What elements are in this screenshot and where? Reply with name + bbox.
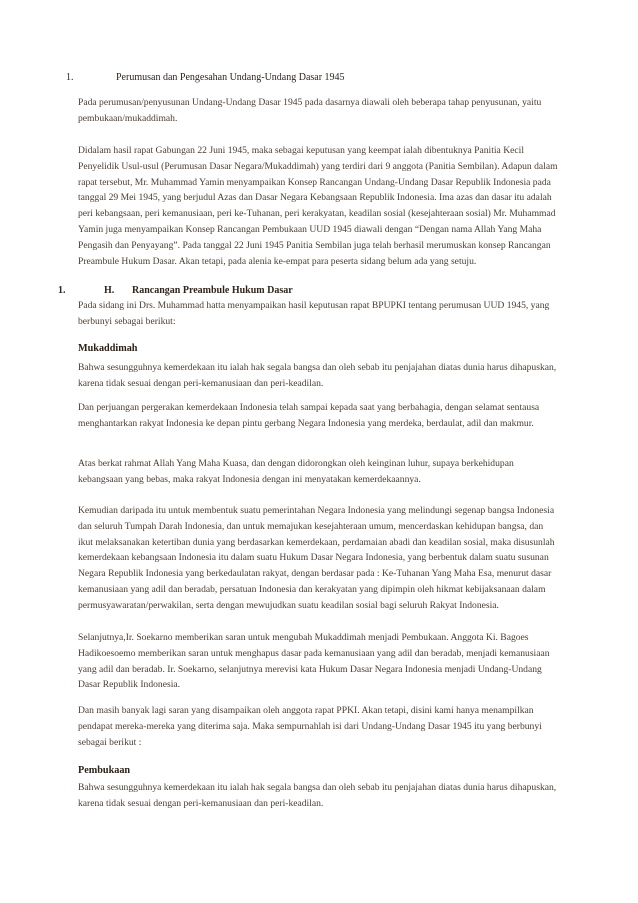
mukaddimah-paragraph-1: Bahwa sesungguhnya kemerdekaan itu ialah hak segala bangsa dan oleh sebab itu penjajahan diatas dunia harus dihapuskan, karena tidak sesuai dengan peri-kemanusiaan dan peri-keadilan.: [78, 362, 557, 389]
section-2-letter: H.: [104, 285, 115, 296]
mukaddimah-heading: Mukaddimah: [78, 343, 138, 354]
pembukaan-heading: Pembukaan: [78, 765, 131, 776]
mukaddimah-paragraph-3: Atas berkat rahmat Allah Yang Maha Kuasa, dan dengan didorongkan oleh keinginan luhur, supaya berkehidupan kebangsaan yang bebas, maka rakyat Indonesia dengan ini menyatakan kemerdekaannya.: [78, 458, 514, 485]
pembukaan-paragraph-1: Bahwa sesungguhnya kemerdekaan itu ialah hak segala bangsa dan oleh sebab itu penjajahan diatas dunia harus dihapuskan, karena tidak sesuai dengan peri-kemanusiaan dan peri-keadilan.: [78, 782, 557, 809]
section-1-paragraph-2: Didalam hasil rapat Gabungan 22 Juni 1945, maka sebagai keputusan yang keempat ialah dibentuknya Panitia Kecil Penyelidik Usul-usul (Perumusan Dasar Negara/Mukaddimah) yang terdiri dari 9 anggota (Panitia Sembilan). Adapun dalam rapat tersebut, Mr. Muhammad Yamin menyampaikan Konsep Rancangan Undang-Undang Dasar Republik Indonesia pada tanggal 29 Mei 1945, yang berjudul Azas dan Dasar Negara Kebangsaan Republik Indonesia. Ima azas dan dasar itu adalah peri kebangsaan, peri kemanusiaan, peri ke-Tuhanan, peri kerakyatan, keadilan sosial (kesejahteraan sosial) Mr. Muhammad Yamin juga menyampaikan Konsep Rancangan Pembukaan UUD 1945 diawali dengan “Dengan nama Allah Yang Maha Pengasih dan Penyayang”. Pada tanggal 22 Juni 1945 Panitia Sembilan juga telah berhasil merumuskan konsep Rancangan Preambule Hukum Dasar. Akan tetapi, pada alenia ke-empat para peserta sidang belum ada yang setuju.: [78, 145, 558, 267]
section-1-paragraph-1: Pada perumusan/penyusunan Undang-Undang Dasar 1945 pada dasarnya diawali oleh beberapa tahap penyusunan, yaitu pembukaan/mukaddimah.: [78, 97, 542, 124]
mukaddimah-paragraph-2: Dan perjuangan pergerakan kemerdekaan Indonesia telah sampai kepada saat yang berbahagia, dengan selamat sentausa menghantarkan rakyat Indonesia ke depan pintu gerbang Negara Indonesia yang merdeka, berdaulat, adil dan makmur.: [78, 402, 540, 429]
section-2-number: 1.: [58, 285, 66, 296]
section-2-heading: [58, 285, 478, 299]
section-1-title: Perumusan dan Pengesahan Undang-Undang Dasar 1945: [116, 72, 345, 83]
section-2-paragraph-2: Selanjutnya,Ir. Soekarno memberikan saran untuk mengubah Mukaddimah menjadi Pembukaan. Anggota Ki. Bagoes Hadikoesoemo memberikan saran untuk menghapus dasar pada kemanusiaan yang adil dan beradab, menjadi kemanusiaan yang adil dan beradab. Ir. Soekarno, selanjutnya merevisi kata Hukum Dasar Negara Indonesia menjadi Undang-Undang Dasar Republik Indonesia.: [78, 632, 550, 691]
section-1-number: 1.: [66, 72, 74, 83]
section-2-paragraph-3: Dan masih banyak lagi saran yang disampaikan oleh anggota rapat PPKI. Akan tetapi, disini kami hanya menampilkan pendapat mereka-mereka yang diterima saja. Maka sempurnahlah isi dari Undang-Undang Dasar 1945 itu yang berbunyi sebagai berikut :: [78, 705, 542, 748]
section-2-title: Rancangan Preambule Hukum Dasar: [132, 285, 293, 296]
mukaddimah-paragraph-4: Kemudian daripada itu untuk membentuk suatu pemerintahan Negara Indonesia yang melindungi segenap bangsa Indonesia dan seluruh Tumpah Darah Indonesia, dan untuk memajukan kesejahteraan umum, mencerdaskan kehidupan bangsa, dan ikut melaksanakan ketertiban dunia yang berdasarkan kemerdekaan, perdamaian abadi dan keadilan sosial, maka disusunlah kemerdekaan kebangsaan Indonesia itu dalam suatu Hukum Dasar Negara Indonesia, yang berbentuk dalam suatu susunan Negara Republik Indonesia yang berkedaulatan rakyat, dengan berdasar pada : Ke-Tuhanan Yang Maha Esa, menurut dasar kemanusiaan yang adil dan beradab, persatuan Indonesia dan kerakyatan yang dipimpin oleh hikmat kebijaksanaan dalam permusyawaratan/perwakilan, serta dengan mewujudkan suatu keadilan sosial bagi seluruh Rakyat Indonesia.: [78, 505, 555, 611]
section-2-paragraph-1: Pada sidang ini Drs. Muhammad hatta menyampaikan hasil keputusan rapat BPUPKI tentang perumusan UUD 1945, yang berbunyi sebagai berikut:: [78, 300, 550, 327]
section-1-heading: [66, 72, 466, 86]
